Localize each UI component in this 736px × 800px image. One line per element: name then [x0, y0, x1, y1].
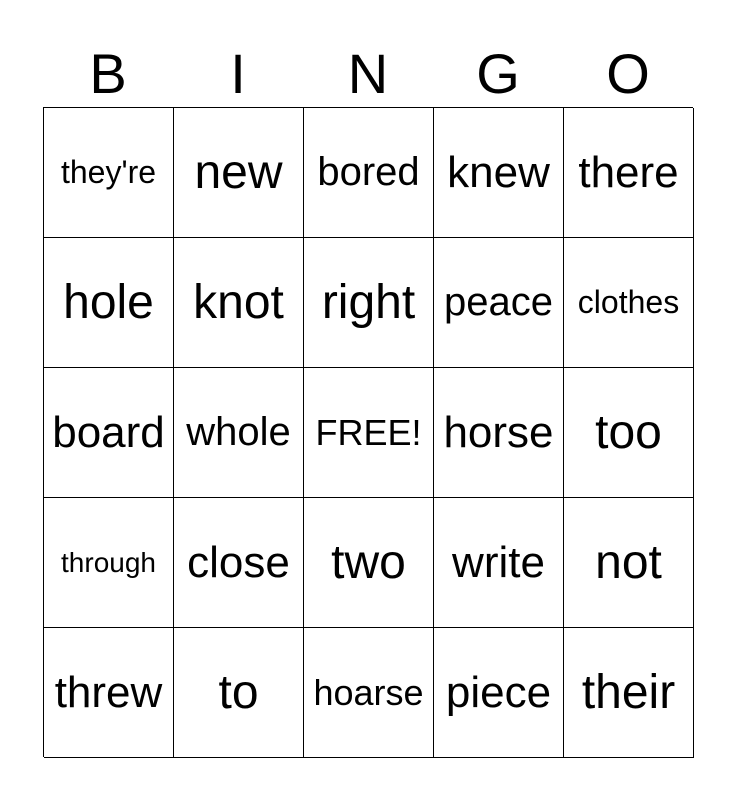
bingo-cell — [44, 108, 174, 238]
header-letter-b: B — [89, 42, 127, 105]
cell-word: through — [61, 546, 156, 578]
header-letter-g: G — [476, 42, 520, 105]
cell-word: hole — [63, 276, 154, 329]
bingo-cell — [434, 108, 564, 238]
bingo-cell — [44, 238, 174, 368]
cell-word: new — [194, 146, 283, 199]
bingo-cell — [304, 498, 434, 628]
bingo-cell — [564, 238, 694, 368]
cell-word: to — [218, 666, 259, 719]
cell-word: whole — [186, 410, 291, 454]
cell-word: clothes — [577, 284, 680, 320]
bingo-cell — [174, 628, 304, 758]
free-space-label: FREE! — [315, 411, 422, 453]
cell-word: too — [595, 406, 662, 459]
bingo-cell — [44, 628, 174, 758]
cell-word: there — [578, 147, 679, 197]
bingo-cell — [304, 238, 434, 368]
header-letter-n: N — [347, 42, 389, 105]
bingo-cell — [174, 368, 304, 498]
cell-word: knot — [193, 276, 284, 329]
bingo-cell — [434, 368, 564, 498]
cell-word: peace — [444, 280, 553, 324]
cell-word: board — [52, 407, 165, 457]
cell-word: two — [331, 536, 406, 589]
bingo-cell — [174, 498, 304, 628]
header-letter-o: O — [606, 42, 650, 105]
bingo-cell — [304, 628, 434, 758]
bingo-cell — [304, 108, 434, 238]
bingo-header — [43, 40, 693, 108]
bingo-cell — [44, 368, 174, 498]
bingo-cell — [174, 238, 304, 368]
bingo-cell — [434, 498, 564, 628]
cell-word: piece — [445, 667, 552, 717]
bingo-grid — [43, 107, 693, 757]
bingo-cell — [174, 108, 304, 238]
cell-word: not — [595, 536, 662, 589]
bingo-cell — [564, 368, 694, 498]
bingo-cell — [564, 628, 694, 758]
bingo-cell — [564, 498, 694, 628]
bingo-cell — [44, 498, 174, 628]
cell-word: threw — [54, 667, 163, 717]
cell-word: hoarse — [313, 671, 424, 713]
bingo-cell — [564, 108, 694, 238]
bingo-cell — [434, 238, 564, 368]
bingo-cell — [434, 628, 564, 758]
cell-word: bored — [317, 150, 420, 194]
cell-word: close — [187, 537, 290, 587]
header-letter-i: I — [230, 42, 246, 105]
bingo-cell-free — [304, 368, 434, 498]
cell-word: horse — [443, 407, 554, 457]
cell-word: write — [452, 537, 545, 587]
cell-word: their — [581, 666, 676, 719]
cell-word: knew — [447, 147, 550, 197]
cell-word: right — [321, 276, 416, 329]
cell-word: they're — [60, 154, 157, 190]
